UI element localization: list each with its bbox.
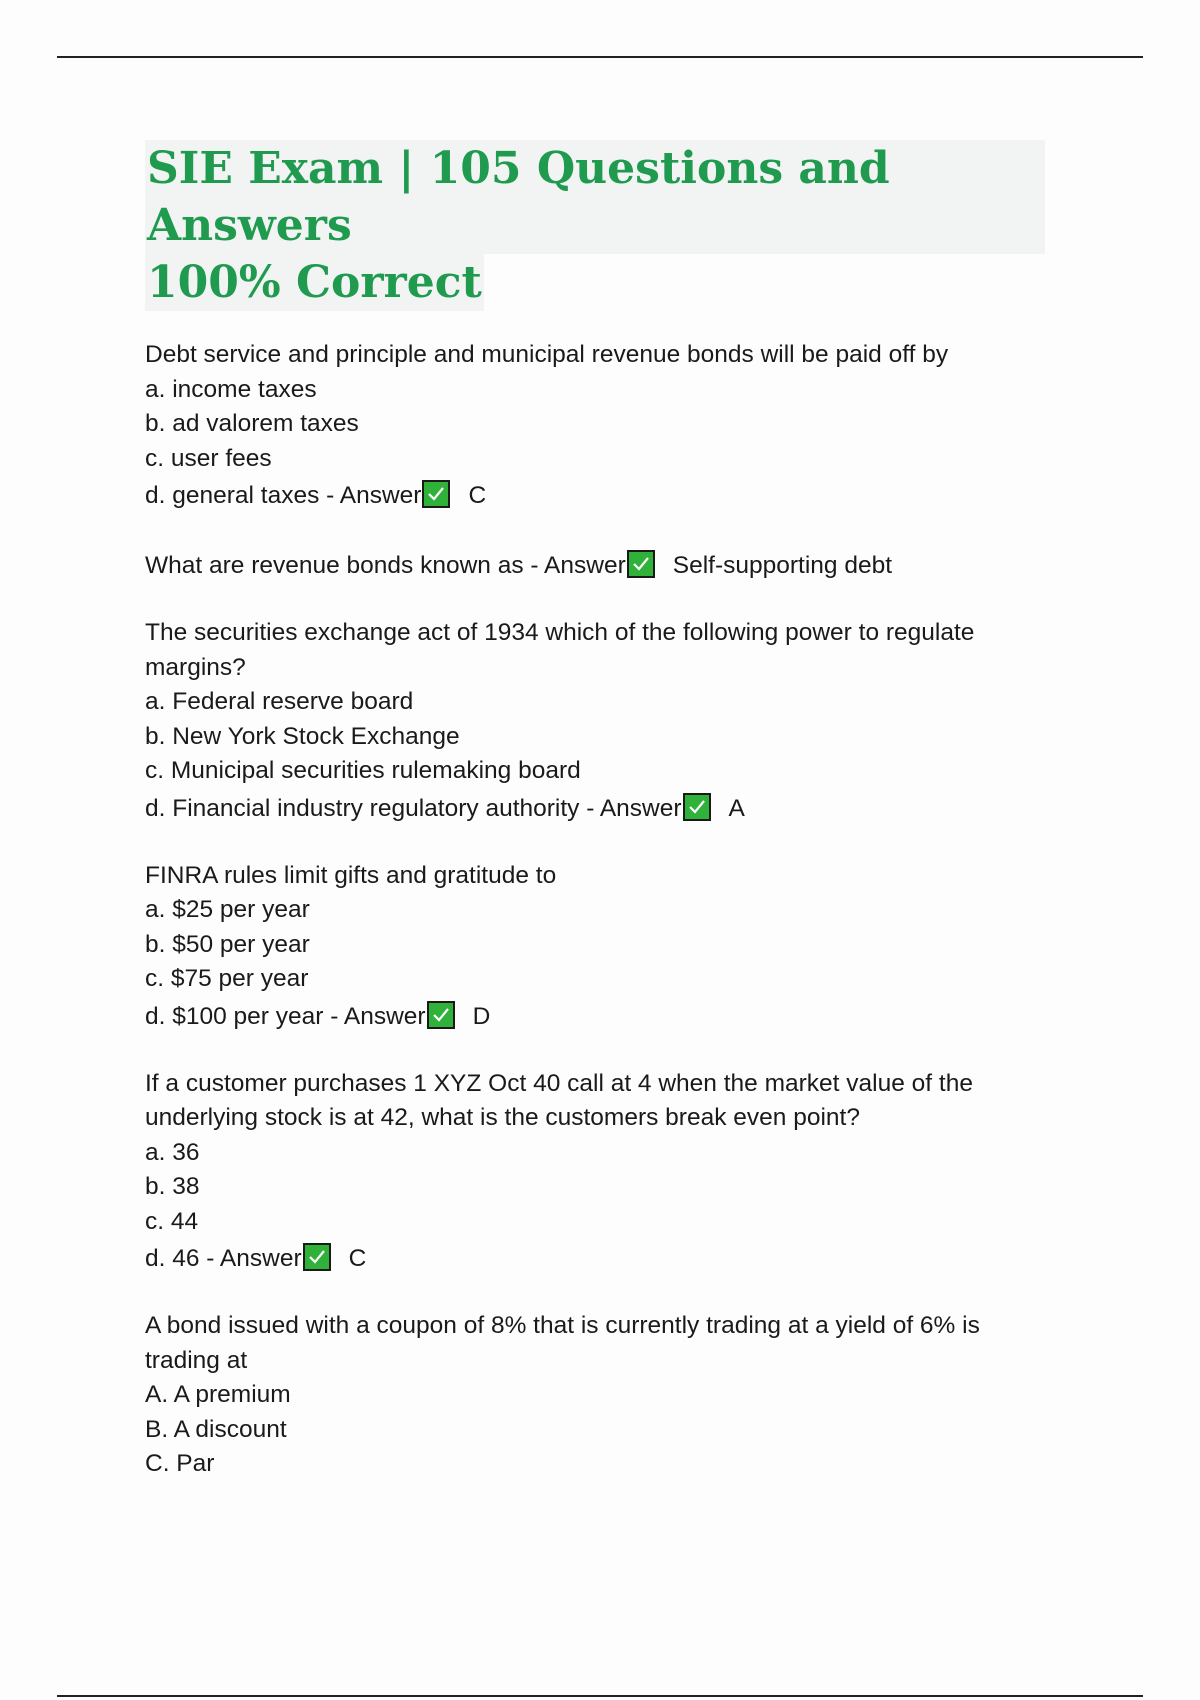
title-line-1: SIE Exam | 105 Questions and Answers xyxy=(145,140,1045,254)
question-text-cont: underlying stock is at 42, what is the customers break even point? xyxy=(145,1104,860,1131)
question-text: FINRA rules limit gifts and gratitude to xyxy=(145,861,557,889)
option-c: c. Municipal securities rulemaking board xyxy=(145,757,581,784)
answer-value: C xyxy=(468,482,487,509)
option-c: c. 44 xyxy=(145,1207,199,1235)
answer-label: Answer xyxy=(599,794,682,822)
checkmark-icon xyxy=(427,1001,455,1029)
answer-line xyxy=(145,546,1045,586)
footer-rule xyxy=(57,1695,1143,1697)
question-block xyxy=(145,338,1045,516)
question-block xyxy=(145,546,1045,586)
question-text: If a customer purchases 1 XYZ Oct 40 call at 4 when the market value of the xyxy=(145,1069,973,1097)
answer-label: Answer xyxy=(219,1245,302,1272)
checkmark-icon xyxy=(627,550,655,578)
option-b: B. A discount xyxy=(145,1415,287,1443)
option-a: a. income taxes xyxy=(145,375,317,403)
option-c: c. $75 per year xyxy=(145,965,309,992)
option-a: a. Federal reserve board xyxy=(145,688,414,715)
question-text-cont: trading at xyxy=(145,1346,248,1374)
question-block xyxy=(145,1309,1045,1482)
question-block xyxy=(145,616,1045,829)
checkmark-icon xyxy=(422,480,450,508)
answer-value: Self-supporting debt xyxy=(672,552,893,579)
checkmark-icon xyxy=(683,793,711,821)
option-d: d. Financial industry regulatory authority - xyxy=(145,794,600,822)
option-a: a. 36 xyxy=(145,1138,200,1166)
option-d: d. $100 per year - xyxy=(145,1002,344,1030)
question-block xyxy=(145,859,1045,1037)
question-text: Debt service and principle and municipal revenue bonds will be paid off by xyxy=(145,341,949,368)
answer-label: Answer xyxy=(544,552,626,579)
option-c: C. Par xyxy=(145,1450,215,1477)
question-block xyxy=(145,1067,1045,1280)
option-b: b. New York Stock Exchange xyxy=(145,722,460,750)
option-c: c. user fees xyxy=(145,444,272,472)
answer-line xyxy=(145,1239,1045,1279)
answer-label: Answer xyxy=(339,482,422,509)
option-a: a. $25 per year xyxy=(145,896,310,923)
option-b: b. ad valorem taxes xyxy=(145,410,359,437)
checkmark-icon xyxy=(303,1243,331,1271)
answer-value: D xyxy=(472,1002,491,1030)
question-text-cont: margins? xyxy=(145,653,246,681)
answer-value: A xyxy=(728,794,745,822)
document-content xyxy=(145,140,1045,1512)
option-a: A. A premium xyxy=(145,1381,291,1408)
header-rule xyxy=(57,56,1143,58)
title-line-2: 100% Correct xyxy=(145,254,484,311)
answer-label: Answer xyxy=(343,1002,426,1030)
answer-line xyxy=(145,789,1045,829)
option-d: d. 46 - xyxy=(145,1245,220,1272)
option-b: b. $50 per year xyxy=(145,930,310,958)
answer-line xyxy=(145,476,1045,516)
page-title xyxy=(145,140,1045,311)
answer-line xyxy=(145,997,1045,1037)
option-d: d. general taxes - xyxy=(145,482,340,509)
answer-value: C xyxy=(348,1245,367,1272)
option-b: b. 38 xyxy=(145,1173,200,1200)
question-text: The securities exchange act of 1934 which of the following power to regulate xyxy=(145,619,975,646)
question-text: A bond issued with a coupon of 8% that is currently trading at a yield of 6% is xyxy=(145,1312,980,1339)
question-text: What are revenue bonds known as - xyxy=(145,552,545,579)
